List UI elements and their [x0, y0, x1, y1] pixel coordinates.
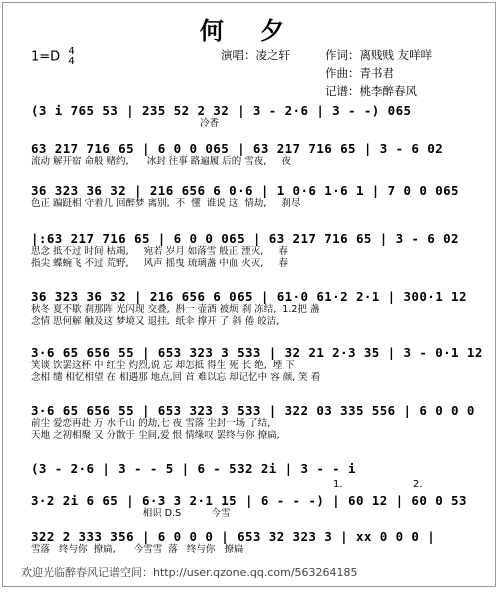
notation-line: 3·2 2i 6 65 | 6·3 3 2·1 15 | 6 - - -) | 60 12 | 60 0 53 — [31, 493, 467, 508]
song-title: 何 夕 — [199, 16, 299, 45]
notation-line: 63 217 716 65 | 6 0 0 065 | 63 217 716 65 | 3 - 6 02 — [31, 141, 444, 156]
notation-line: (3 i 765 53 | 235 52 2 32 | 3 - 2·6 | 3 - -) 065 — [31, 103, 412, 118]
staff-row-1 — [31, 103, 471, 130]
lyric-line: 流动 解开宿 命般 赌约, 冰封 往事 路遍履 后的 雪夜, 夜 — [31, 156, 291, 167]
key-signature — [31, 47, 75, 67]
staff-row-3 — [31, 183, 471, 210]
lyric-line: 雪落 终与你 撩扁, 今雪雪 落 终与你 撩扁 — [31, 544, 244, 555]
time-signature — [68, 47, 74, 67]
singer-credit: 演唱：凌之轩 — [221, 48, 290, 62]
time-bottom: 4 — [68, 56, 75, 67]
lyricist-credit: 作词：离贱贱 友咩咩 — [325, 48, 433, 62]
notation-line: |:63 217 716 65 | 6 0 0 065 | 63 217 716 65 | 3 - 6 02 — [31, 231, 459, 246]
volta-second-ending: 2. — [413, 479, 423, 490]
staff-row-4 — [31, 231, 471, 270]
staff-row-9 — [31, 493, 471, 520]
staff-row-10 — [31, 529, 471, 556]
volta-first-ending: 1. — [333, 479, 343, 490]
lyric-line: 前尘 爱恋再赴 万 水千山 的劫,七 夜 雪落 尘封一场 了结, 天地 之初相聚 又 分散于 尘间,爱 恨 情缘叹 罢终与你 撩扁, — [31, 418, 280, 441]
notation-line: (3 - 2·6 | 3 - - 5 | 6 - 532 2i | 3 - - i — [31, 461, 356, 476]
staff-row-6 — [31, 345, 483, 384]
notation-line: 36 323 36 32 | 216 656 6 0·6 | 1 0·6 1·6 1 | 7 0 0 065 — [31, 183, 459, 198]
notation-line: 3·6 65 656 55 | 653 323 3 533 | 32 21 2·3 35 | 3 - 0·1 12 — [31, 345, 483, 360]
lyric-line: 相识 D.S 今雪 — [31, 508, 231, 519]
key-label: 1=D — [31, 49, 61, 65]
composer-credit: 作曲：青书君 — [325, 66, 394, 80]
staff-row-8 — [31, 461, 471, 476]
notation-line: 322 2 333 356 | 6 0 0 0 | 653 32 323 3 | xx 0 0 0 | — [31, 529, 436, 544]
lyric-line: 思念 抵不过 时间 枯竭, 宛若 岁月 如落雪 般正 湮灭, 春 指尖 蝶蜿飞 不过 荒野, 风声 摇曳 琉璃盏 中血 火灭, 春 — [31, 246, 288, 269]
footer-link-text: 欢迎光临醉春风记谱空间：http://user.qzone.qq.com/563264185 — [21, 566, 358, 579]
lyric-line: 秋冬 夏不歇 刹那阵 光闪现 交叠, 斟一 壶酒 被烦 刹 冻结, 1.2把 盏 念情 思何解 触及这 梦境又 退挂, 纸伞 撑开 了 斜 倦 皎洁, — [31, 304, 320, 327]
staff-row-7 — [31, 403, 475, 442]
notation-line: 36 323 36 32 | 216 656 6 065 | 61·0 61·2 2·1 | 300·1 12 — [31, 289, 467, 304]
lyric-line: 色正 蹁跹相 守着几 回醉梦 离别, 不 懂 谁说 这 情劫, 刹尽 — [31, 198, 301, 209]
staff-row-2 — [31, 141, 471, 168]
notation-line: 3·6 65 656 55 | 653 323 3 533 | 322 03 335 556 | 6 0 0 0 — [31, 403, 475, 418]
staff-row-5 — [31, 289, 471, 328]
lyric-line: 笑谈 饮罢这杯 中 红尘 灼烈,说 忘 却怎抵 得生 死 长 绝, 堙 下 念相 缱 相忆相望 在 相遇那 地点,回 首 难以忘 却记忆中 容 颜, 笑 看 — [31, 360, 321, 383]
score-sheet — [2, 2, 496, 587]
lyric-line: 冷香 — [31, 118, 220, 129]
transcriber-credit: 记谱：桃李醉春风 — [325, 84, 417, 98]
time-top: 4 — [68, 46, 75, 57]
